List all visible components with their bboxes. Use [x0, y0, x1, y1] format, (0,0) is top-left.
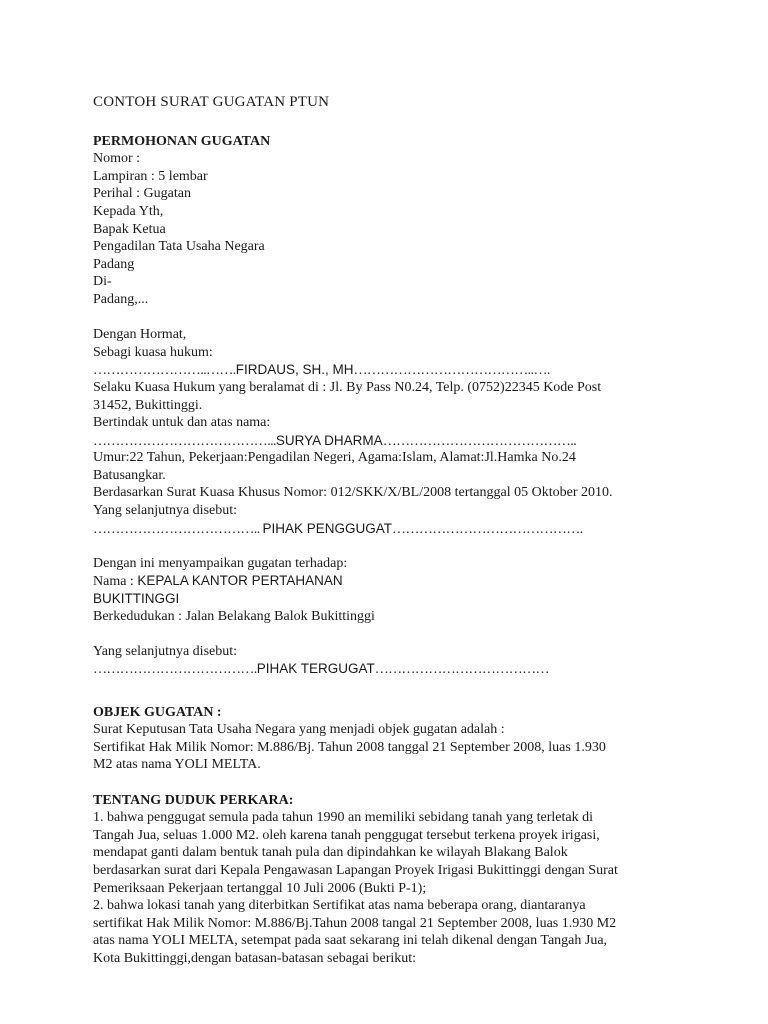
plaintiff-role: PIHAK PENGGUGAT	[262, 520, 393, 536]
surat-kuasa-line: Berdasarkan Surat Kuasa Khusus Nomor: 012/SKK/X/BL/2008 tertanggal 05 Oktober 2010.	[93, 485, 613, 501]
nama-label: Nama :	[93, 574, 138, 590]
dots-leader: ……………………………….	[93, 662, 257, 678]
di-line: Di-	[93, 274, 112, 290]
lawyer-name: FIRDAUS, SH., MH	[235, 362, 354, 378]
duduk-line: 2. bahwa lokasi tanah yang diterbitkan Sertifikat atas nama beberapa orang, diantaranya	[93, 898, 586, 914]
plaintiff-role-line	[93, 520, 693, 538]
dots-leader: ………………………………..	[93, 521, 263, 537]
document-title: CONTOH SURAT GUGATAN PTUN	[93, 94, 330, 110]
dots-leader: …………………………………..….	[353, 363, 550, 379]
bapak-line: Bapak Ketua	[93, 221, 166, 237]
kedudukan-line: Berkedudukan : Jalan Belakang Balok Bukittinggi	[93, 608, 375, 624]
defendant-role: PIHAK TERGUGAT	[256, 661, 375, 677]
dots-leader: ……………………………………..	[382, 433, 577, 449]
address-line-1: Selaku Kuasa Hukum yang beralamat di : Jl. By Pass N0.24, Telp. (0752)22345 Kode Post	[93, 379, 602, 395]
nomor-line: Nomor :	[93, 151, 141, 167]
kuasa-line: Sebagi kuasa hukum:	[93, 344, 213, 360]
objek-heading: OBJEK GUGATAN :	[93, 704, 222, 720]
duduk-line: Pemeriksaan Pekerjaan tertanggal 10 Juli 2006 (Bukti P-1);	[93, 880, 427, 896]
duduk-line: Kota Bukittinggi,dengan batasan-batasan sebagai berikut:	[93, 950, 417, 966]
padang-line: Padang	[93, 256, 135, 272]
dots-leader: …………………………………...	[93, 433, 276, 449]
duduk-line: 1. bahwa penggugat semula pada tahun 1990 an memiliki sebidang tanah yang terletak di	[93, 810, 593, 826]
umur-line-1: Umur:22 Tahun, Pekerjaan:Pengadilan Negeri, Agama:Islam, Alamat:Jl.Hamka No.24	[93, 450, 576, 466]
petition-heading: PERMOHONAN GUGATAN	[93, 133, 271, 149]
dots-leader: …………………………………	[374, 662, 549, 678]
defendant-name-line-2: BUKITTINGGI	[93, 591, 180, 607]
address-line-2: 31452, Bukittinggi.	[93, 397, 203, 413]
client-name: SURYA DHARMA	[275, 432, 383, 448]
dots-leader: ……………………..…….	[93, 363, 236, 379]
gugatan-intro-line: Dengan ini menyampaikan gugatan terhadap:	[93, 555, 348, 571]
disebut-line: Yang selanjutnya disebut:	[93, 643, 238, 659]
duduk-line: Tangah Jua, seluas 1.000 M2. oleh karena tanah penggugat tersebut terkena proyek irigasi,	[93, 827, 600, 843]
padang-place-line: Padang,...	[93, 291, 149, 307]
defendant-role-line	[93, 660, 693, 678]
duduk-heading: TENTANG DUDUK PERKARA:	[93, 792, 294, 808]
dots-leader: …………………………………….	[392, 521, 583, 537]
kepada-line: Kepada Yth,	[93, 203, 164, 219]
hormat-line: Dengan Hormat,	[93, 327, 187, 343]
bertindak-line: Bertindak untuk dan atas nama:	[93, 415, 271, 431]
defendant-name: KEPALA KANTOR PERTAHANAN	[137, 573, 343, 589]
objek-line-3: M2 atas nama YOLI MELTA.	[93, 757, 261, 773]
duduk-line: atas nama YOLI MELTA, setempat pada saat sekarang ini telah dikenal dengan Tangah Jua,	[93, 933, 608, 949]
duduk-line: sertifikat Hak Milik Nomor: M.886/Bj.Tahun 2008 tangal 21 September 2008, luas 1.930 M2	[93, 915, 617, 931]
lampiran-line: Lampiran : 5 lembar	[93, 168, 208, 184]
lawyer-line	[93, 361, 693, 379]
disebut-line: Yang selanjutnya disebut:	[93, 503, 238, 519]
duduk-line: berdasarkan surat dari Kepala Pengawasan Lapangan Proyek Irigasi Bukittinggi dengan Surat	[93, 862, 618, 878]
pengadilan-line: Pengadilan Tata Usaha Negara	[93, 239, 265, 255]
nama-line	[93, 572, 693, 590]
objek-line-2: Sertifikat Hak Milik Nomor: M.886/Bj. Tahun 2008 tanggal 21 September 2008, luas 1.930	[93, 739, 606, 755]
client-line	[93, 432, 693, 450]
objek-line-1: Surat Keputusan Tata Usaha Negara yang menjadi objek gugatan adalah :	[93, 722, 505, 738]
duduk-line: mendapat ganti dalam bentuk tanah pula dan dipindahkan ke wilayah Blakang Balok	[93, 845, 568, 861]
document-page	[93, 94, 693, 968]
perihal-line: Perihal : Gugatan	[93, 186, 191, 202]
umur-line-2: Batusangkar.	[93, 467, 166, 483]
